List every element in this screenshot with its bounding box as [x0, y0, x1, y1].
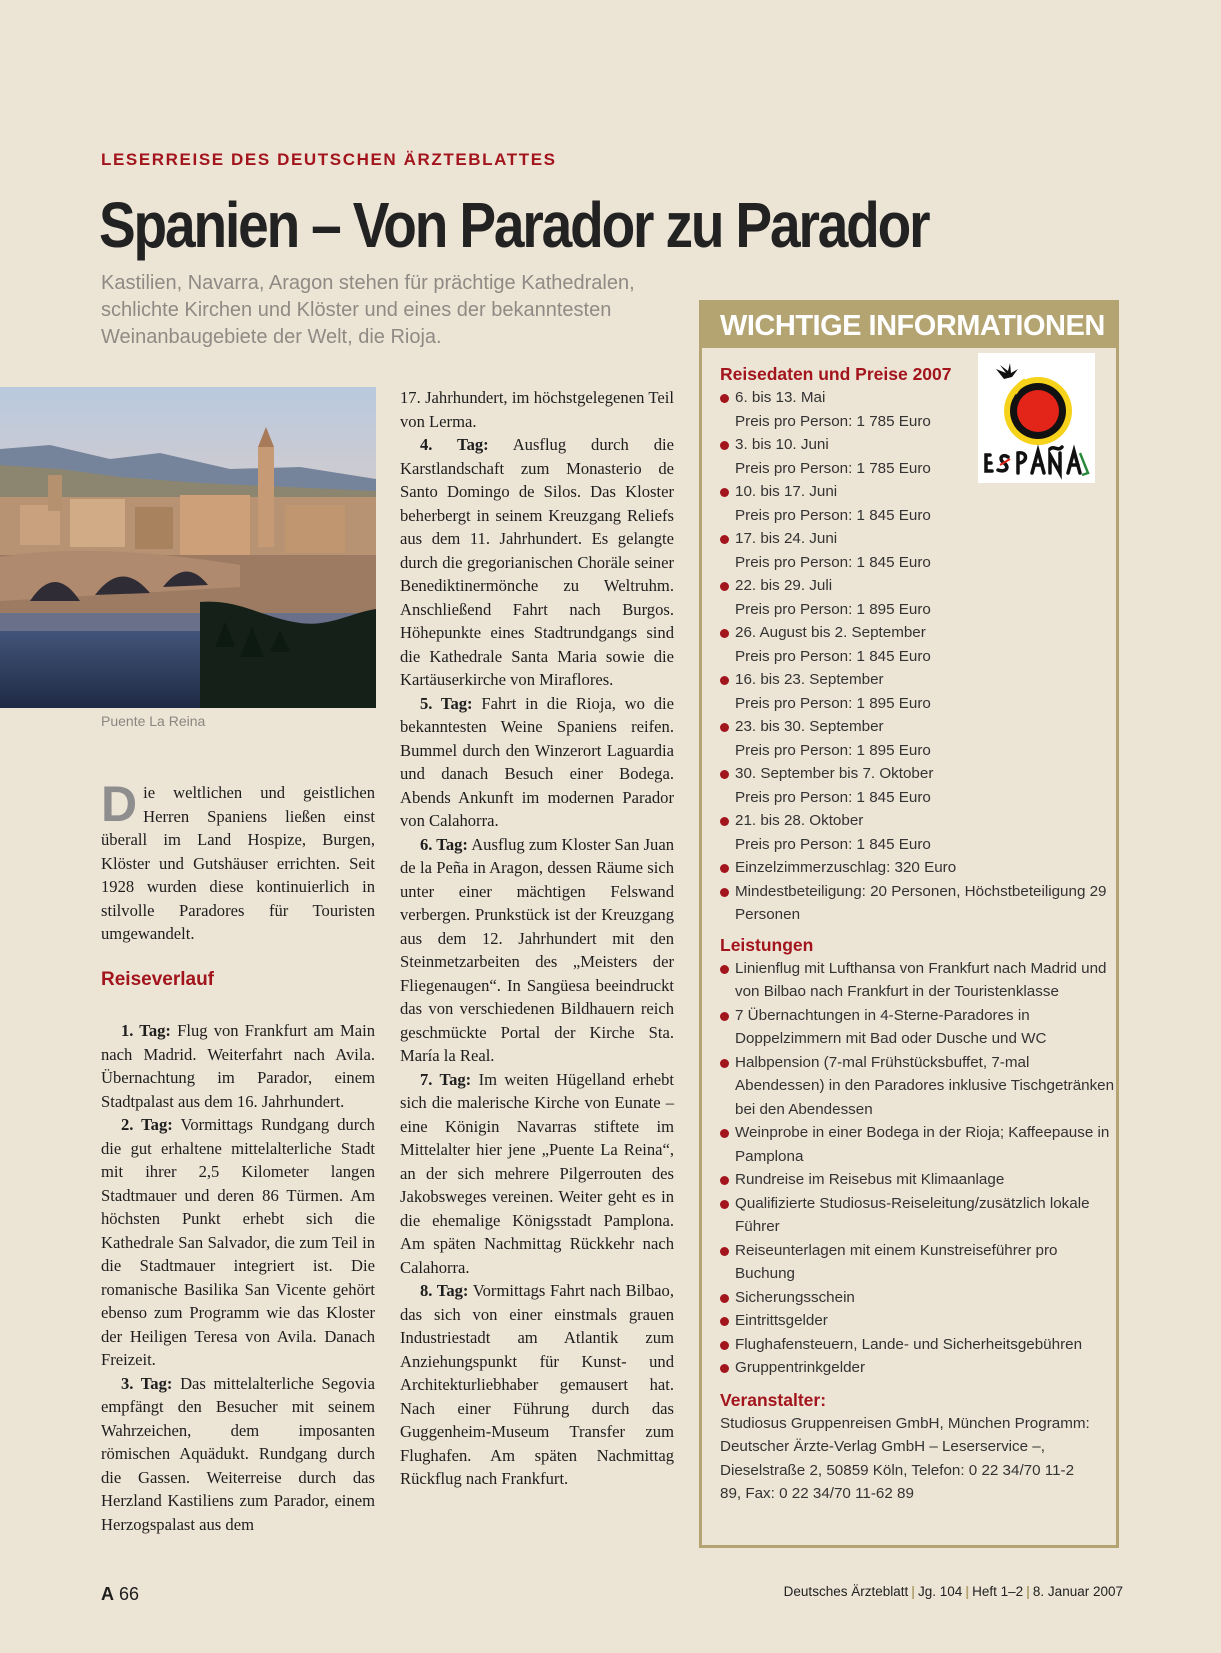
- headline: Spanien – Von Parador zu Parador: [99, 189, 929, 261]
- services-title: Leistungen: [720, 934, 814, 955]
- info-box-title: WICHTIGE INFORMATIONEN: [702, 303, 1116, 348]
- service-item: Reiseunterlagen mit einem Kunstreiseführer pro Buchung: [720, 1239, 1116, 1286]
- kicker: LESERREISE DES DEUTSCHEN ÄRZTEBLATTES: [101, 150, 557, 169]
- day-6: 6. Tag: Ausflug zum Kloster San Juan de la Peña in Aragon, dessen Räume sich unter einer mächtigen Felswand verbergen. Prunkstück ist der Kreuzgang aus dem 12. Jahrhundert mit den Steinmetzarbeiten des „Meisters der Fliegenaugen“. In Sangüesa beeindruckt das von verschiedenen Bildhauern reich geschmückte Portal der Kirche Sta. María la Real.: [400, 834, 674, 1065]
- info-box: [699, 300, 1119, 1548]
- date-item: 30. September bis 7. Oktober Preis pro Person: 1 845 Euro: [720, 762, 1116, 809]
- intro-paragraph: [101, 776, 375, 946]
- service-item: Rundreise im Reisebus mit Klimaanlage: [720, 1168, 1116, 1192]
- service-item: Linienflug mit Lufthansa von Frankfurt nach Madrid und von Bilbao nach Frankfurt in der Touristenklasse: [720, 957, 1116, 1004]
- participants-item: Mindestbeteiligung: 20 Personen, Höchstbeteiligung 29 Personen: [720, 880, 1116, 927]
- info-box-body: [702, 348, 1116, 1506]
- service-item: Weinprobe in einer Bodega in der Rioja; Kaffeepause in Pamplona: [720, 1121, 1116, 1168]
- photo-caption: Puente La Reina: [101, 713, 206, 729]
- article-column-2: [400, 386, 674, 1491]
- day-1: 1. Tag: Flug von Frankfurt am Main nach Madrid. Weiterfahrt nach Avila. Übernachtung im Parador, einem Stadtpalast aus dem 16. Jahrhundert.: [101, 1021, 376, 1111]
- article-column-1: [101, 776, 376, 1536]
- date-item: 21. bis 28. Oktober Preis pro Person: 1 845 Euro: [720, 809, 1116, 856]
- service-item: Qualifizierte Studiosus-Reiseleitung/zusätzlich lokale Führer: [720, 1192, 1116, 1239]
- day-3: 3. Tag: Das mittelalterliche Segovia empfängt den Besucher mit seinem Wahrzeichen, dem imposanten römischen Aquädukt. Rundgang durch die Gassen. Weiterreise durch das Herzland Kastiliens zum Parador, einem Herzogspalast aus dem: [101, 1373, 375, 1534]
- date-item: 26. August bis 2. September Preis pro Person: 1 845 Euro: [720, 621, 1116, 668]
- journal-info: Deutsches Ärzteblatt | Jg. 104 | Heft 1–2 | 8. Januar 2007: [783, 1584, 1123, 1599]
- intro-text: ie weltlichen und geistlichen Herren Spaniens ließen einst überall im Land Hospize, Burgen, Klöster und Gutshäuser errichten. Seit 1928 wurden diese kontinuierlich in stilvolle Paradores für Touristen umgewandelt.: [101, 783, 375, 943]
- date-item: 23. bis 30. September Preis pro Person: 1 895 Euro: [720, 715, 1116, 762]
- date-item: 16. bis 23. September Preis pro Person: 1 895 Euro: [720, 668, 1116, 715]
- day-8: 8. Tag: Vormittags Fahrt nach Bilbao, das sich von einer einstmals grauen Industriestadt am Atlantik zum Anziehungspunkt für Kunst- und Architekturliebhaber gemausert hat. Nach einer Führung durch das Guggenheim-Museum Transfer zum Flughafen. Am späten Nachmittag Rückflug nach Frankfurt.: [400, 1281, 674, 1488]
- service-item: 7 Übernachtungen in 4-Sterne-Paradores in Doppelzimmern mit Bad oder Dusche und WC: [720, 1004, 1116, 1051]
- photo-puente-la-reina: [0, 387, 376, 708]
- page-number: A 66: [101, 1584, 140, 1604]
- dropcap: D: [101, 776, 138, 832]
- section-title-reiseverlauf: Reiseverlauf: [101, 968, 215, 990]
- date-item: 3. bis 10. Juni Preis pro Person: 1 785 Euro: [720, 433, 1116, 480]
- service-item: Sicherungsschein: [720, 1286, 1116, 1310]
- day-2: 2. Tag: Vormittags Rundgang durch die gut erhaltene mittelalterliche Stadt mit ihrer 2,5 Kilometer langen Stadtmauer und deren 86 Türmen. Am höchsten Punkt erhebt sich die Kathedrale San Salvador, die zum Teil in die Stadtmauer integriert ist. Die romanische Basilika San Vicente gehört ebenso zum Programm wie das Kloster der Heiligen Teresa von Avila. Danach Freizeit.: [101, 1115, 375, 1369]
- service-item: Flughafensteuern, Lande- und Sicherheitsgebühren: [720, 1333, 1116, 1357]
- organizer-text: Studiosus Gruppenreisen GmbH, München Programm: Deutscher Ärzte-Verlag GmbH – Leserservice –, Dieselstraße 2, 50859 Köln, Telefon: 0 22 34/70 11-2 89, Fax: 0 22 34/70 11-62 89: [720, 1414, 1090, 1502]
- day-4: 4. Tag: Ausflug durch die Karstlandschaft zum Monasterio de Santo Domingo de Silos. Das Kloster beherbergt in seinem Kreuzgang Reliefs aus dem 11. Jahrhundert. Es gelangte durch die gregorianischen Choräle seiner Benediktinermönche zu Weltruhm. Anschließend Fahrt nach Burgos. Höhepunkte eines Stadtrundgangs sind die Kathedrale Santa Maria sowie die Kartäuserkirche von Miraflores.: [400, 435, 674, 689]
- dates-list: [720, 386, 1116, 927]
- date-item: 6. bis 13. Mai Preis pro Person: 1 785 Euro: [720, 386, 1116, 433]
- services-list: [720, 957, 1116, 1380]
- service-item: Halbpension (7-mal Frühstücksbuffet, 7-mal Abendessen) in den Paradores inklusive Tischgetränken bei den Abendessen: [720, 1051, 1116, 1122]
- date-item: 22. bis 29. Juli Preis pro Person: 1 895 Euro: [720, 574, 1116, 621]
- organizer-title: Veranstalter:: [720, 1389, 827, 1410]
- service-item: Gruppentrinkgelder: [720, 1356, 1116, 1380]
- lead-paragraph: Kastilien, Navarra, Aragon stehen für prächtige Kathedralen, schlichte Kirchen und Klöster und eines der bekanntesten Weinanbaugebiete der Welt, die Rioja.: [101, 272, 635, 348]
- service-item: Eintrittsgelder: [720, 1309, 1116, 1333]
- surcharge-item: Einzelzimmerzuschlag: 320 Euro: [720, 856, 1116, 880]
- date-item: 10. bis 17. Juni Preis pro Person: 1 845 Euro: [720, 480, 1116, 527]
- dates-title: Reisedaten und Preise 2007: [720, 364, 952, 384]
- day-7: 7. Tag: Im weiten Hügelland erhebt sich die malerische Kirche von Eunate – eine Königin Navarras stiftete im Mittelalter hier jene „Puente La Reina“, an der sich mehrere Pilgerrouten des Jakobsweges vereinen. Weiter geht es in die ehemalige Königsstadt Pamplona. Am späten Nachmittag Rückkehr nach Calahorra.: [400, 1069, 674, 1277]
- day-3-continued: 17. Jahrhundert, im höchstgelegenen Teil von Lerma.: [400, 388, 674, 431]
- day-5: 5. Tag: Fahrt in die Rioja, wo die bekanntesten Weine Spaniens reifen. Bummel durch den Winzerort Laguardia und danach Besuch einer Bodega. Abends Ankunft im modernen Parador von Calahorra.: [400, 693, 674, 830]
- date-item: 17. bis 24. Juni Preis pro Person: 1 845 Euro: [720, 527, 1116, 574]
